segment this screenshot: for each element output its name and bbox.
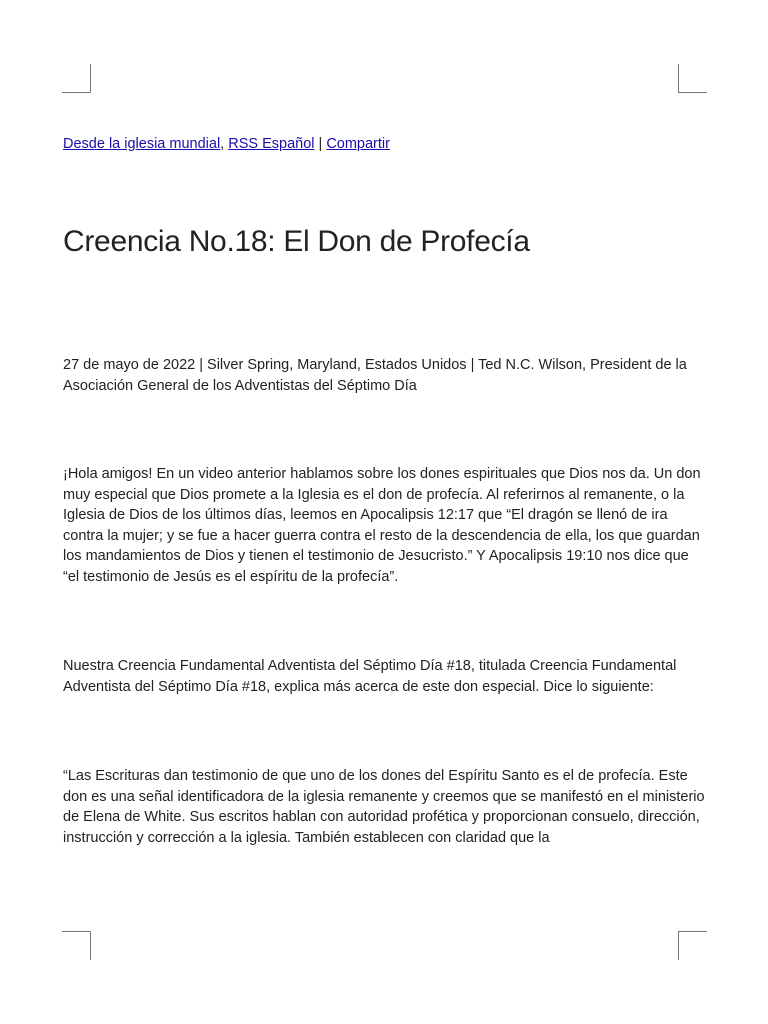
- header-links: [63, 134, 708, 154]
- crop-mark-bottom-right: [678, 931, 707, 960]
- crop-mark-top-left: [62, 64, 91, 93]
- article-byline: 27 de mayo de 2022 | Silver Spring, Maryland, Estados Unidos | Ted N.C. Wilson, President de la Asociación General de los Adventistas del Séptimo Día: [63, 357, 687, 394]
- crop-mark-top-right: [678, 64, 707, 93]
- article-title: Creencia No.18: El Don de Profecía: [63, 225, 530, 258]
- article-paragraph: ¡Hola amigos! En un video anterior hablamos sobre los dones espirituales que Dios nos da. Un don muy especial que Dios promete a la Iglesia es el don de profecía. Al referirnos al remanente, o la Iglesia de Dios de los últimos días, leemos en Apocalipsis 12:17 que “El dragón se llenó de ira contra la mujer; y se fue a hacer guerra contra el resto de la descendencia de ella, los que guardan los mandamientos de Dios y tienen el testimonio de Jesucristo.” Y Apocalipsis 19:10 nos dice que “el testimonio de Jesús es el espíritu de la profecía”.: [63, 466, 701, 585]
- link-rss-espanol[interactable]: RSS Español: [228, 136, 315, 152]
- link-separator-comma: ,: [220, 136, 229, 152]
- article-paragraph: “Las Escrituras dan testimonio de que uno de los dones del Espíritu Santo es el de profecía. Este don es una señal identificadora de la iglesia remanente y creemos que se manifestó en el ministerio de Elena de White. Sus escritos hablan con autoridad profética y proporcionan consuelo, dirección, instrucción y corrección a la iglesia. También establecen con claridad que la: [63, 768, 705, 846]
- crop-mark-bottom-left: [62, 931, 91, 960]
- link-separator-pipe: |: [314, 136, 327, 152]
- link-iglesia-mundial[interactable]: Desde la iglesia mundial: [63, 136, 221, 152]
- link-compartir[interactable]: Compartir: [326, 136, 390, 152]
- article-paragraph: Nuestra Creencia Fundamental Adventista del Séptimo Día #18, titulada Creencia Fundamental Adventista del Séptimo Día #18, explica más acerca de este don especial. Dice lo siguiente:: [63, 658, 677, 695]
